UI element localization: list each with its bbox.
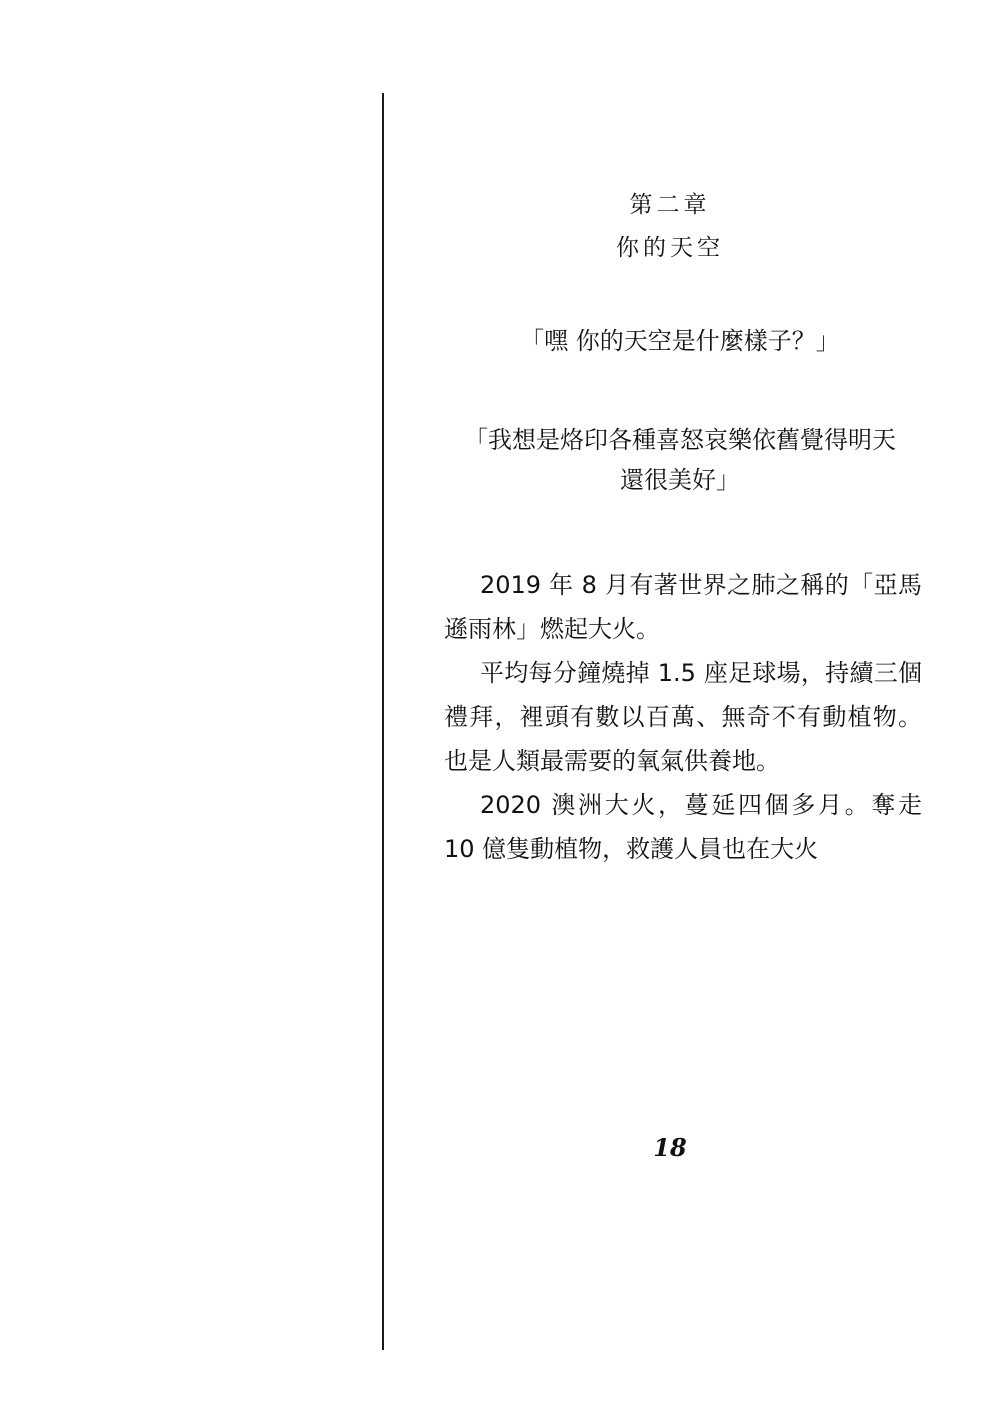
paragraph-burn-rate: 平均每分鐘燒掉 1.5 座足球場，持續三個禮拜，裡頭有數以百萬、無奇不有動植物。也是人類最需要的氧氣供養地。 bbox=[444, 659, 922, 775]
answer-quote-line-2: 還很美好」 bbox=[620, 466, 740, 494]
chapter-number: 第二章 bbox=[629, 192, 711, 218]
paragraph-australia-fire: 2020 澳洲大火，蔓延四個多月。奪走 10 億隻動植物，救護人員也在大火 bbox=[444, 791, 922, 863]
page-divider-line bbox=[382, 93, 384, 1350]
answer-quote bbox=[430, 420, 930, 500]
chapter-title: 你的天空 bbox=[616, 235, 724, 261]
answer-quote-line-1: 「我想是烙印各種喜怒哀樂依舊覺得明天 bbox=[464, 426, 896, 454]
paragraph-amazon-fire: 2019 年 8 月有著世界之肺之稱的「亞馬遜雨林」燃起大火。 bbox=[444, 571, 922, 643]
body-text bbox=[444, 563, 922, 871]
opening-question-quote: 「嘿 你的天空是什麼樣子？」 bbox=[520, 327, 840, 355]
page-number: 18 bbox=[653, 1133, 687, 1162]
